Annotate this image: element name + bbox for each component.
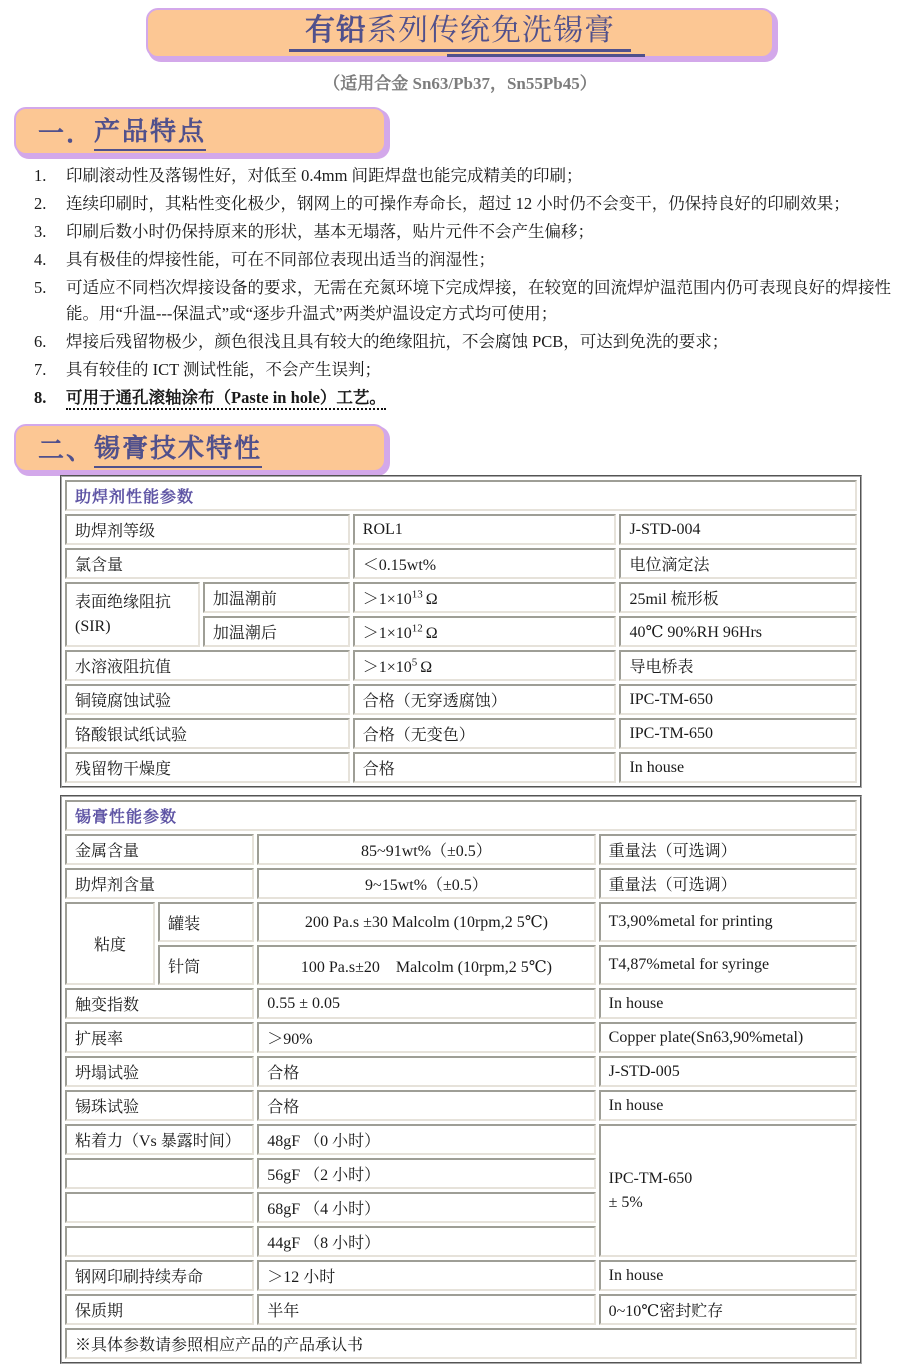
cell-value: 合格 <box>353 752 617 783</box>
cell-value: ROL1 <box>353 514 617 545</box>
table-row <box>65 902 857 942</box>
paste-performance-table <box>60 795 862 1364</box>
table-row <box>65 1328 857 1359</box>
section-1-heading-banner <box>14 107 386 155</box>
cell-label: 金属含量 <box>65 834 254 865</box>
cell-method: Copper plate(Sn63,90%metal) <box>599 1022 857 1053</box>
cell-sublabel: 加温潮后 <box>203 616 350 647</box>
feature-item-text: 具有较佳的 ICT 测试性能，不会产生误判； <box>66 360 382 379</box>
value-exponent: 12 <box>411 622 423 635</box>
cell-sublabel: 加温潮前 <box>203 582 350 613</box>
cell-value: 48gF （0 小时） <box>257 1124 595 1155</box>
cell-method: In house <box>619 752 857 783</box>
feature-item-number: 1. <box>34 166 47 185</box>
feature-item-2 <box>30 191 916 217</box>
cell-label: 钢网印刷持续寿命 <box>65 1260 254 1291</box>
feature-item-4 <box>30 247 916 273</box>
cell-label: 触变指数 <box>65 988 254 1019</box>
cell-label-viscosity: 粘度 <box>65 902 155 985</box>
flux-table-header: 助焊剂性能参数 <box>65 480 857 511</box>
cell-method: T3,90%metal for printing <box>599 902 857 942</box>
feature-item-number: 4. <box>34 250 47 269</box>
cell-method: 40℃ 90%RH 96Hrs <box>619 616 857 647</box>
table-row <box>65 650 857 681</box>
cell-method: In house <box>599 988 857 1019</box>
cell-method: 重量法（可选调） <box>599 834 857 865</box>
table-row <box>65 582 857 613</box>
table-row <box>65 800 857 831</box>
cell-sublabel: 针筒 <box>158 945 254 985</box>
cell-value: 合格 <box>257 1090 595 1121</box>
paste-table-header: 锡膏性能参数 <box>65 800 857 831</box>
cell-value: ＞90% <box>257 1022 595 1053</box>
section-2-number: 二、 <box>38 435 95 465</box>
feature-item-number: 8. <box>34 388 47 407</box>
table-row <box>65 548 857 579</box>
feature-item-1 <box>30 163 916 189</box>
feature-list <box>30 163 916 411</box>
subtitle-alloy: （适用合金 Sn63/Pb37，Sn55Pb45） <box>323 74 597 93</box>
cell-method-tack <box>599 1124 857 1257</box>
cell-value: 合格（无穿透腐蚀） <box>353 684 617 715</box>
cell-value: 68gF （4 小时） <box>257 1192 595 1223</box>
cell-method: J-STD-004 <box>619 514 857 545</box>
cell-value <box>353 616 617 647</box>
feature-item-6 <box>30 329 916 355</box>
cell-label: 水溶液阻抗值 <box>65 650 350 681</box>
cell-value <box>353 582 617 613</box>
cell-method: 25mil 梳形板 <box>619 582 857 613</box>
cell-method: In house <box>599 1260 857 1291</box>
table-row <box>65 834 857 865</box>
cell-value: ＜0.15wt% <box>353 548 617 579</box>
table-row <box>65 752 857 783</box>
page-title-rest: 系列传统免洗锡膏 <box>367 13 615 47</box>
value-unit: Ω <box>425 625 438 642</box>
feature-item-7 <box>30 357 916 383</box>
table-row <box>65 1090 857 1121</box>
cell-label: 氯含量 <box>65 548 350 579</box>
feature-item-text: 可适应不同档次焊接设备的要求，无需在充氮环境下完成焊接，在较宽的回流焊炉温范围内仍可表现良好的焊接性能。用“升温---保温式”或“逐步升温式”两类炉温设定方式均可使用； <box>66 278 891 323</box>
cell-label: 助焊剂等级 <box>65 514 350 545</box>
sir-label-line1: 表面绝缘阻抗 <box>75 594 172 612</box>
cell-label-sir <box>65 582 200 647</box>
cell-label: 坍塌试验 <box>65 1056 254 1087</box>
table-row <box>65 1022 857 1053</box>
sir-label-line2: (SIR) <box>75 617 111 635</box>
cell-label-empty <box>65 1158 254 1189</box>
table-row <box>65 1294 857 1325</box>
section-1-title: 产品特点 <box>94 111 206 151</box>
table-row <box>65 684 857 715</box>
section-1-number: 一． <box>38 118 95 148</box>
value-unit: Ω <box>425 591 438 608</box>
flux-performance-table <box>60 475 862 788</box>
table-row <box>65 988 857 1019</box>
cell-value: 合格（无变色） <box>353 718 617 749</box>
cell-method: J-STD-005 <box>599 1056 857 1087</box>
cell-method: IPC-TM-650 <box>619 684 857 715</box>
feature-item-text: 连续印刷时，其粘性变化极少，钢网上的可操作寿命长，超过 12 小时仍不会变干，仍保持良好的印刷效果； <box>66 194 850 213</box>
cell-value: 85~91wt%（±0.5） <box>257 834 595 865</box>
cell-value: 200 Pa.s ±30 Malcolm (10rpm,2 5℃) <box>257 902 595 942</box>
table-row <box>65 718 857 749</box>
table-row <box>65 1056 857 1087</box>
feature-item-5 <box>30 275 916 327</box>
table-row <box>65 945 857 985</box>
value-base: ＞1×10 <box>362 625 412 642</box>
cell-method: In house <box>599 1090 857 1121</box>
cell-label: 保质期 <box>65 1294 254 1325</box>
cell-label: 铜镜腐蚀试验 <box>65 684 350 715</box>
feature-item-number: 6. <box>34 332 47 351</box>
feature-item-text: 具有极佳的焊接性能，可在不同部位表现出适当的润湿性； <box>66 250 495 269</box>
table-row <box>65 480 857 511</box>
feature-item-number: 2. <box>34 194 47 213</box>
feature-item-3 <box>30 219 916 245</box>
value-base: ＞1×10 <box>362 591 412 608</box>
page-title <box>289 14 631 53</box>
cell-label: 残留物干燥度 <box>65 752 350 783</box>
cell-label-empty <box>65 1226 254 1257</box>
cell-label-empty <box>65 1192 254 1223</box>
cell-value <box>353 650 617 681</box>
cell-label: 铬酸银试纸试验 <box>65 718 350 749</box>
table-row <box>65 514 857 545</box>
cell-method: IPC-TM-650 <box>619 718 857 749</box>
feature-item-text: 印刷后数小时仍保持原来的形状，基本无塌落，贴片元件不会产生偏移； <box>66 222 594 241</box>
cell-value: 合格 <box>257 1056 595 1087</box>
cell-value: 半年 <box>257 1294 595 1325</box>
cell-method: 重量法（可选调） <box>599 868 857 899</box>
cell-value: 44gF （8 小时） <box>257 1226 595 1257</box>
page-title-bold: 有铅 <box>305 13 367 47</box>
value-exponent: 5 <box>411 656 418 669</box>
feature-item-number: 7. <box>34 360 47 379</box>
cell-method: T4,87%metal for syringe <box>599 945 857 985</box>
value-unit: Ω <box>420 659 433 676</box>
feature-item-8 <box>30 385 916 411</box>
table-row <box>65 1260 857 1291</box>
feature-item-number: 3. <box>34 222 47 241</box>
cell-label: 粘着力（Vs 暴露时间） <box>65 1124 254 1155</box>
feature-item-text-underlined: 可用于通孔滚轴涂布（Paste in hole）工艺。 <box>66 388 386 410</box>
table-row <box>65 1124 857 1155</box>
cell-value: 0.55 ± 0.05 <box>257 988 595 1019</box>
cell-method: 电位滴定法 <box>619 548 857 579</box>
tack-method-line1: IPC-TM-650 <box>608 1170 693 1188</box>
cell-value: ＞12 小时 <box>257 1260 595 1291</box>
table-row <box>65 868 857 899</box>
feature-item-text: 印刷滚动性及落锡性好，对低至 0.4mm 间距焊盘也能完成精美的印刷； <box>66 166 583 185</box>
section-2-heading-banner <box>14 424 386 472</box>
cell-label: 锡珠试验 <box>65 1090 254 1121</box>
tack-method-line2: ± 5% <box>608 1193 643 1211</box>
document-page <box>0 8 920 1354</box>
cell-label: 助焊剂含量 <box>65 868 254 899</box>
feature-item-text <box>66 385 916 411</box>
feature-item-text: 焊接后残留物极少，颜色很浅且具有较大的绝缘阻抗，不会腐蚀 PCB，可达到免洗的要求； <box>66 332 729 351</box>
cell-value: 56gF （2 小时） <box>257 1158 595 1189</box>
cell-label: 扩展率 <box>65 1022 254 1053</box>
table-footnote: ※具体参数请参照相应产品的产品承认书 <box>65 1328 857 1359</box>
value-exponent: 13 <box>411 588 423 601</box>
cell-method: 导电桥表 <box>619 650 857 681</box>
cell-value: 9~15wt%（±0.5） <box>257 868 595 899</box>
cell-value: 100 Pa.s±20 Malcolm (10rpm,2 5℃) <box>257 945 595 985</box>
value-base: ＞1×10 <box>362 659 412 676</box>
cell-sublabel: 罐装 <box>158 902 254 942</box>
feature-item-number: 5. <box>34 278 47 297</box>
title-banner <box>146 8 774 58</box>
section-2-title: 锡膏技术特性 <box>94 428 262 468</box>
cell-method: 0~10℃密封贮存 <box>599 1294 857 1325</box>
